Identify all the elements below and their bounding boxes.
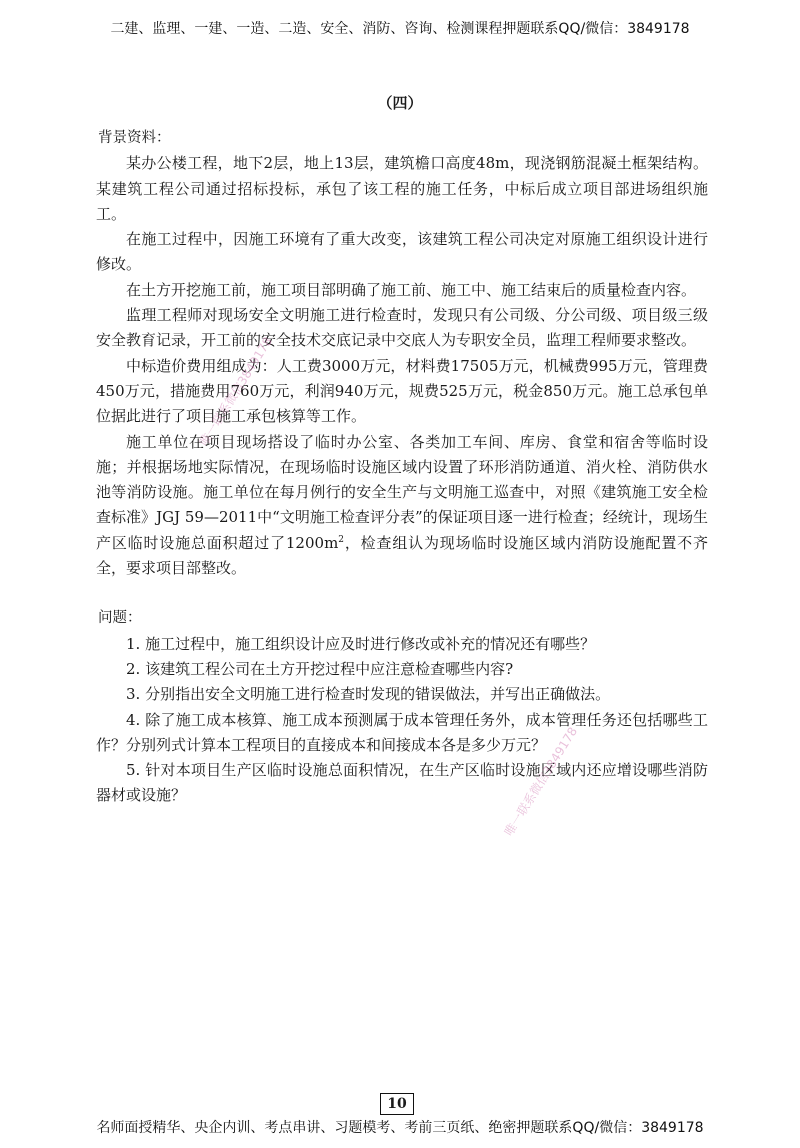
section-title: （四） [377, 94, 423, 112]
background-paragraph-4: 监理工程师对现场安全文明施工进行检查时，发现只有公司级、分公司级、项目级三级安全教育记录，开工前的安全技术交底记录中交底人为专职安全员，监理工程师要求整改。 [96, 306, 708, 350]
question-item-1: 1. 施工过程中，施工组织设计应及时进行修改或补充的情况还有哪些？ [126, 634, 596, 653]
background-paragraph-6 [96, 430, 708, 582]
header-banner: 二建、监理、一建、一造、二造、安全、消防、咨询、检测课程押题联系QQ/微信：3849178 [110, 21, 690, 37]
questions-heading: 问题： [98, 610, 142, 627]
question-item-3: 3. 分别指出安全文明施工进行检查时发现的错误做法，并写出正确做法。 [126, 685, 611, 704]
paragraph-6-text-end: ，检查组认为现场临时设施区域内消防设施配置不齐全，要求项目部整改。 [96, 533, 708, 578]
area-unit-superscript: 2 [338, 534, 345, 545]
question-item-4: 4. 除了施工成本核算、施工成本预测属于成本管理任务外，成本管理任务还包括哪些工作？分别列式计算本工程项目的直接成本和间接成本各是多少万元？ [96, 710, 708, 754]
background-heading: 背景资料： [98, 130, 171, 146]
questions-list [96, 632, 708, 809]
background-paragraph-3: 在土方开挖施工前，施工项目部明确了施工前、施工中、施工结束后的质量检查内容。 [126, 280, 697, 299]
background-paragraph-1: 某办公楼工程，地下2层，地上13层，建筑檐口高度48m，现浇钢筋混凝土框架结构。某建筑工程公司通过招标投标，承包了该工程的施工任务，中标后成立项目部进场组织施工。 [96, 154, 708, 223]
footer-banner: 名师面授精华、央企内训、考点串讲、习题模考、考前三页纸、绝密押题联系QQ/微信：3849178 [96, 1120, 704, 1136]
watermark-text: 唯一联系微信3849178 [501, 724, 581, 839]
question-item-2: 2. 该建筑工程公司在土方开挖过程中应注意检查哪些内容? [126, 659, 514, 678]
background-paragraph-2: 在施工过程中，因施工环境有了重大改变，该建筑工程公司决定对原施工组织设计进行修改。 [96, 230, 708, 274]
document-body [96, 126, 708, 809]
background-paragraph-5: 中标造价费用组成为：人工费3000万元，材料费17505万元，机械费995万元，管理费450万元，措施费用760万元，利润940万元，规费525万元，税金850万元。施工总承包单位据此进行了项目施工承包核算等工作。 [96, 356, 708, 426]
watermark-text: 唯一联系微信3849178 [196, 334, 276, 449]
page-number: 10 [380, 1093, 414, 1115]
question-item-5: 5. 针对本项目生产区临时设施总面积情况，在生产区临时设施区域内还应增设哪些消防器材或设施？ [96, 761, 708, 805]
paragraph-6-text: 施工单位在项目现场搭设了临时办公室、各类加工车间、库房、食堂和宿舍等临时设施；并根据场地实际情况，在现场临时设施区域内设置了环形消防通道、消火栓、消防供水池等消防设施。施工单位在每月例行的安全生产与文明施工巡查中，对照《建筑施工安全检查标准》JGJ 59—2011中“文明施工检查评分表”的保证项目逐一进行检查；经统计，现场生产区临时设施总面积超过了1200m [96, 432, 708, 552]
